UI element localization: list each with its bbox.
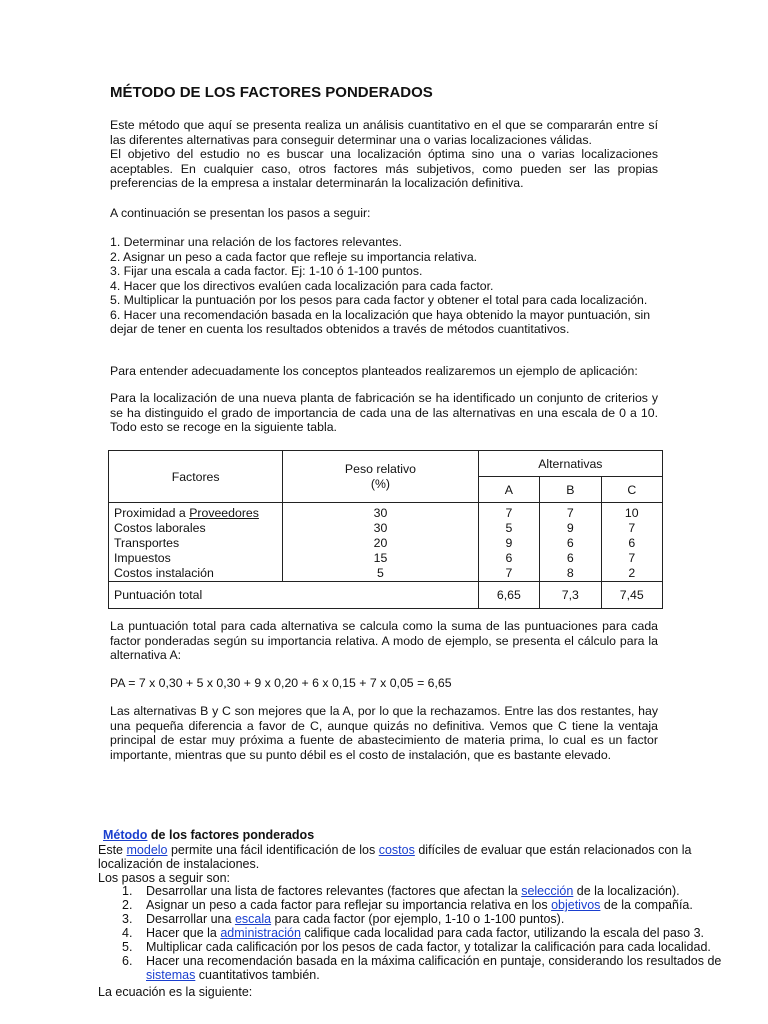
section2-intro-c: difíciles de evaluar que están relacionados con la localización de instalaciones. xyxy=(98,843,692,871)
formula: PA = 7 x 0,30 + 5 x 0,30 + 9 x 0,20 + 6 x 0,15 + 7 x 0,05 = 6,65 xyxy=(110,676,452,690)
list-item xyxy=(98,954,728,982)
seleccion-link[interactable]: selección xyxy=(521,884,574,898)
step-4: 4. Hacer que los directivos evalúen cada localización para cada factor. xyxy=(110,278,494,293)
intro-paragraph xyxy=(110,118,658,191)
a-5: 7 xyxy=(505,566,513,580)
item-text-end: de la compañía. xyxy=(600,898,693,912)
a-3: 9 xyxy=(505,536,513,550)
header-alt-c: C xyxy=(601,477,662,503)
intro-sentence-1: Este método que aquí se presenta realiza un análisis cuantitativo en el que se compararán entre sí las diferentes alternativas para conseguir determinar una o varias localizaciones válidas. xyxy=(110,118,658,147)
section2-intro-b: permite una fácil identificación de los xyxy=(167,843,379,857)
header-alt-b: B xyxy=(540,477,601,503)
header-alt-a: A xyxy=(478,477,539,503)
item-text: Desarrollar una xyxy=(146,912,235,926)
peso-4: 15 xyxy=(373,551,388,565)
b-2: 9 xyxy=(566,521,574,535)
factor-1-prefix: Proximidad a xyxy=(114,506,190,520)
list-item xyxy=(98,940,728,954)
peso-5: 5 xyxy=(377,566,384,580)
c-2: 7 xyxy=(628,521,636,535)
item-text-end: para cada factor (por ejemplo, 1-10 o 1-100 puntos). xyxy=(271,912,565,926)
item-text: Hacer que la xyxy=(146,926,221,940)
step-3: 3. Fijar una escala a cada factor. Ej: 1-10 ó 1-100 puntos. xyxy=(110,264,423,278)
c-1: 10 xyxy=(624,506,639,520)
objetivos-link[interactable]: objetivos xyxy=(551,898,601,912)
section2-steps-label: Los pasos a seguir son: xyxy=(98,871,231,885)
administracion-link[interactable]: administración xyxy=(220,926,301,940)
header-peso-line2: (%) xyxy=(370,476,391,491)
list-item xyxy=(98,926,728,940)
calculation-description: La puntuación total para cada alternativa se calcula como la suma de las puntuaciones para cada factor ponderadas según su importancia relativa. A modo de ejemplo, se presenta el cálculo para la alternativa A: xyxy=(110,619,658,662)
step-5: 5. Multiplicar la puntuación por los pesos para cada factor y obtener el total para cada localización. xyxy=(110,293,648,307)
header-alternativas: Alternativas xyxy=(478,451,662,477)
a-1: 7 xyxy=(505,506,513,520)
list-item xyxy=(98,898,728,912)
peso-1: 30 xyxy=(373,506,388,520)
page-title: MÉTODO DE LOS FACTORES PONDERADOS xyxy=(110,84,433,101)
item-text: Asignar un peso a cada factor para reflejar su importancia relativa en los xyxy=(146,898,552,912)
peso-3: 20 xyxy=(373,536,388,550)
header-factores: Factores xyxy=(109,451,283,503)
section2-heading-rest: de los factores ponderados xyxy=(147,828,315,842)
item-number: 6. xyxy=(122,954,133,968)
section2-intro-a: Este xyxy=(98,843,127,857)
item-text-end: de la localización). xyxy=(573,884,680,898)
section2-steps-list xyxy=(98,884,728,982)
item-number: 5. xyxy=(122,940,133,954)
item-number: 2. xyxy=(122,898,133,912)
alt-a-column xyxy=(478,503,539,582)
header-peso-relativo xyxy=(283,451,478,503)
example-description: Para la localización de una nueva planta de fabricación se ha identificado un conjunto de criterios y se ha distinguido el grado de importancia de cada una de las alternativas en una escala de 0 a 10. Todo esto se recoge en la siguiente tabla. xyxy=(110,391,658,434)
section2-heading xyxy=(103,828,723,842)
item-number: 4. xyxy=(122,926,133,940)
total-a: 6,65 xyxy=(478,582,539,609)
metodo-link[interactable]: Método xyxy=(103,828,148,842)
steps-intro: A continuación se presentan los pasos a seguir: xyxy=(110,206,371,220)
escala-link[interactable]: escala xyxy=(234,912,272,926)
step-2: 2. Asignar un peso a cada factor que refleje su importancia relativa. xyxy=(110,249,478,264)
section2-intro xyxy=(98,843,718,871)
a-2: 5 xyxy=(505,521,513,535)
table-header-row xyxy=(109,451,663,477)
c-5: 2 xyxy=(628,566,636,580)
b-4: 6 xyxy=(566,551,574,565)
factors-column xyxy=(109,503,283,582)
item-number: 3. xyxy=(122,912,133,926)
factor-3: Transportes xyxy=(114,536,180,550)
modelo-link[interactable]: modelo xyxy=(126,843,168,857)
item-text-end: cuantitativos también. xyxy=(195,968,320,982)
intro-sentence-2: El objetivo del estudio no es buscar una localización óptima sino una o varias localizaciones aceptables. En cualquier caso, otros factores más subjetivos, como pueden ser las propias preferencias de la empresa a instalar determinarán la localización definitiva. xyxy=(110,147,658,190)
step-1: 1. Determinar una relación de los factores relevantes. xyxy=(110,235,402,249)
header-peso-line1: Peso relativo xyxy=(344,461,416,476)
item-text-end: califique cada localidad para cada factor, utilizando la escala del paso 3. xyxy=(300,926,704,940)
alt-b-column xyxy=(540,503,601,582)
b-3: 6 xyxy=(566,536,574,550)
item-text: Hacer una recomendación basada en la máxima calificación en puntaje, considerando los resultados de xyxy=(146,954,722,968)
sistemas-link[interactable]: sistemas xyxy=(146,968,196,982)
equation-label: La ecuación es la siguiente: xyxy=(98,985,253,999)
list-item xyxy=(98,884,728,898)
total-label: Puntuación total xyxy=(109,582,479,609)
table-body-row xyxy=(109,503,663,582)
factor-1 xyxy=(114,506,282,521)
total-c: 7,45 xyxy=(601,582,662,609)
factors-table xyxy=(108,450,663,609)
alt-c-column xyxy=(601,503,662,582)
costos-link[interactable]: costos xyxy=(378,843,415,857)
factor-2: Costos laborales xyxy=(114,521,206,535)
total-b: 7,3 xyxy=(540,582,601,609)
steps-list xyxy=(110,235,658,337)
peso-column xyxy=(283,503,478,582)
item-text: Desarrollar una lista de factores relevantes (factores que afectan la xyxy=(146,884,522,898)
peso-2: 30 xyxy=(373,521,388,535)
list-item xyxy=(98,912,728,926)
item-text: Multiplicar cada calificación por los pesos de cada factor, y totalizar la calificación para cada localidad. xyxy=(146,940,711,954)
example-intro: Para entender adecuadamente los conceptos planteados realizaremos un ejemplo de aplicación: xyxy=(110,364,638,378)
b-5: 8 xyxy=(566,566,574,580)
b-1: 7 xyxy=(566,506,574,520)
step-6: 6. Hacer una recomendación basada en la localización que haya obtenido la mayor puntuación, sin dejar de tener en cuenta los resultados obtenidos a través de métodos cuantitativos. xyxy=(110,307,651,336)
table-total-row xyxy=(109,582,663,609)
factor-5: Costos instalación xyxy=(114,566,214,580)
conclusion-paragraph: Las alternativas B y C son mejores que la A, por lo que la rechazamos. Entre las dos restantes, hay una pequeña diferencia a favor de C, aunque quizás no definitiva. Vemos que C tiene la ventaja principal de estar muy próxima a fuente de abastecimiento de materia prima, lo cual es un factor importante, mientras que su punto débil es el costo de instalación, que es bastante elevado. xyxy=(110,704,658,762)
factor-4: Impuestos xyxy=(114,551,171,565)
c-4: 7 xyxy=(628,551,636,565)
proveedores-link[interactable]: Proveedores xyxy=(189,506,259,520)
c-3: 6 xyxy=(628,536,636,550)
item-number: 1. xyxy=(122,884,133,898)
a-4: 6 xyxy=(505,551,513,565)
